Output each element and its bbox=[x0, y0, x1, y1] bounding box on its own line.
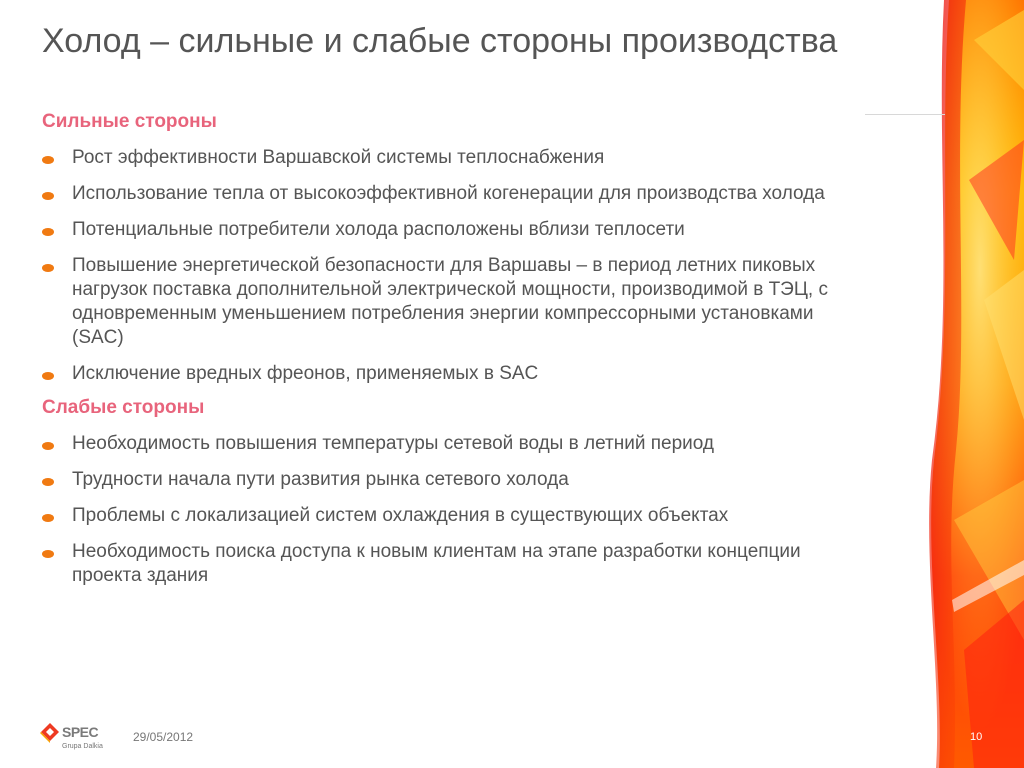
logo-subtitle: Grupa Dalkia bbox=[62, 743, 103, 750]
page-title: Холод – сильные и слабые стороны производства bbox=[42, 22, 838, 60]
list-item bbox=[42, 218, 862, 242]
orange-dot-icon bbox=[42, 192, 54, 200]
orange-dot-icon bbox=[42, 550, 54, 558]
slide-date: 29/05/2012 bbox=[133, 730, 194, 744]
list-item-text: Трудности начала пути развития рынка сетевого холода bbox=[72, 469, 569, 490]
list-item bbox=[42, 182, 862, 206]
list-item bbox=[42, 146, 862, 170]
list-item-text: Необходимость повышения температуры сетевой воды в летний период bbox=[72, 433, 714, 454]
list-item-text: Потенциальные потребители холода расположены вблизи теплосети bbox=[72, 219, 685, 240]
list-item bbox=[42, 504, 862, 528]
decorative-right-band bbox=[914, 0, 1024, 768]
list-item-text: Повышение энергетической безопасности для Варшавы – в период летних пиковых нагрузок поставка дополнительной электрической мощности, производимой в ТЭЦ, с одновременным уменьшением потребления энергии компрессорными установками (SAC) bbox=[72, 255, 828, 348]
list-item-text: Необходимость поиска доступа к новым клиентам на этапе разработки концепции проекта здания bbox=[72, 541, 801, 586]
title-divider bbox=[865, 114, 945, 115]
list-item-text: Исключение вредных фреонов, применяемых в SAC bbox=[72, 363, 539, 384]
orange-dot-icon bbox=[42, 228, 54, 236]
spec-diamond-logo-icon bbox=[40, 722, 60, 744]
list-item bbox=[42, 254, 862, 350]
list-item bbox=[42, 362, 862, 386]
spec-logo bbox=[40, 722, 120, 758]
page-number: 10 bbox=[970, 731, 983, 743]
list-item bbox=[42, 540, 862, 588]
list-item-text: Использование тепла от высокоэффективной когенерации для производства холода bbox=[72, 183, 825, 204]
orange-dot-icon bbox=[42, 442, 54, 450]
orange-dot-icon bbox=[42, 264, 54, 272]
strengths-heading: Сильные стороны bbox=[42, 111, 217, 132]
list-item bbox=[42, 432, 862, 456]
slide-content bbox=[42, 110, 862, 588]
weaknesses-heading: Слабые стороны bbox=[42, 397, 205, 418]
logo-wordmark: SPEC bbox=[62, 724, 99, 740]
orange-dot-icon bbox=[42, 478, 54, 486]
weaknesses-list bbox=[42, 432, 862, 588]
decorative-flame-graphic bbox=[914, 0, 1024, 768]
strengths-list bbox=[42, 146, 862, 386]
orange-dot-icon bbox=[42, 156, 54, 164]
list-item-text: Проблемы с локализацией систем охлаждения в существующих объектах bbox=[72, 505, 729, 526]
list-item bbox=[42, 468, 862, 492]
orange-dot-icon bbox=[42, 514, 54, 522]
list-item-text: Рост эффективности Варшавской системы теплоснабжения bbox=[72, 147, 605, 168]
orange-dot-icon bbox=[42, 372, 54, 380]
